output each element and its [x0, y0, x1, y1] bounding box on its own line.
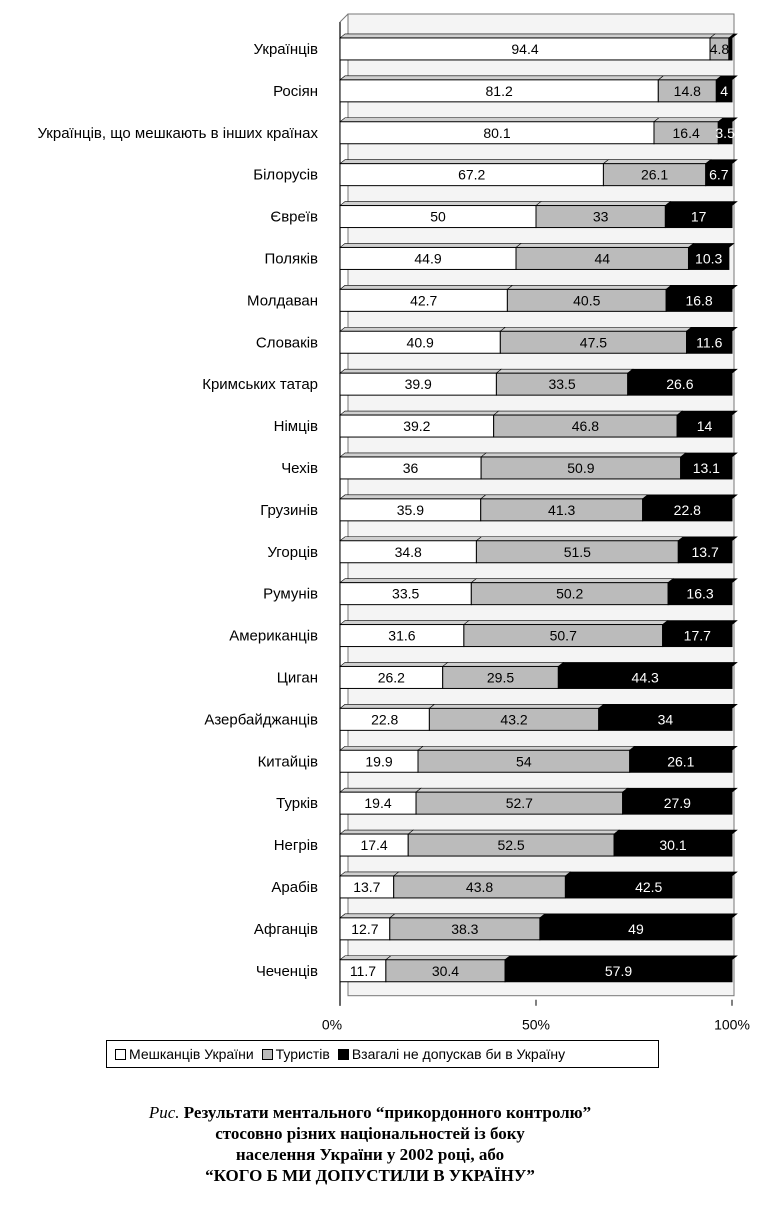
bar-segment-top: [643, 495, 737, 499]
bar-segment-top: [654, 118, 723, 122]
bar-segment-top: [630, 746, 737, 750]
data-label: 14.8: [673, 82, 701, 99]
category-label: Словаків: [255, 334, 318, 352]
bar-segment-top: [340, 704, 434, 708]
bar-segment-top: [481, 453, 686, 457]
category-labels: [37, 41, 318, 980]
bar-segment-top: [623, 788, 737, 792]
category-label: Грузинів: [260, 501, 318, 519]
x-tick-label: 0%: [321, 1016, 343, 1030]
data-label: 50.7: [549, 627, 577, 644]
data-label: 44: [594, 250, 611, 267]
category-label: Молдаван: [247, 292, 318, 310]
bar-segment-top: [599, 704, 737, 708]
bar-segment-top: [678, 537, 737, 541]
data-label: 12.7: [351, 920, 379, 937]
category-label: Кримських татар: [202, 376, 318, 394]
data-label: 26.1: [640, 166, 669, 183]
data-label: 39.9: [404, 376, 432, 393]
bar-segment-top: [706, 160, 737, 164]
bar-segment: [729, 38, 732, 60]
data-label: 57.9: [604, 962, 633, 979]
bar-segment-top: [340, 118, 659, 122]
bar-segment-top: [507, 285, 671, 289]
data-label: 33.5: [392, 585, 420, 602]
data-label: 29.5: [486, 669, 515, 686]
chart-legend: [106, 1040, 659, 1068]
data-label: 94.4: [511, 40, 539, 57]
caption-lead: Рис.: [148, 1103, 180, 1122]
category-label: Німців: [273, 418, 318, 436]
category-label: Чехів: [281, 459, 318, 477]
bar-segment-top: [668, 579, 737, 583]
category-label: Китайців: [257, 753, 318, 771]
x-tick-label: 50%: [521, 1016, 551, 1030]
bar-segment-top: [340, 453, 486, 457]
bar-segment-top: [340, 579, 476, 583]
data-label: 16.4: [672, 124, 700, 141]
bar-segment-top: [340, 872, 399, 876]
data-label: 52.7: [505, 795, 533, 812]
data-label: 50.2: [556, 585, 584, 602]
data-label: 6.7: [709, 166, 729, 183]
data-label: 43.8: [465, 878, 494, 895]
bar-segment-top: [558, 662, 737, 666]
data-label: 33.5: [548, 376, 576, 393]
data-label: 43.2: [500, 711, 528, 728]
bar-segment-top: [516, 243, 693, 247]
bar-segment-top: [443, 662, 564, 666]
bar-segment-top: [540, 914, 737, 918]
data-label: 44.3: [631, 669, 659, 686]
bar-segment-top: [340, 788, 421, 792]
data-label: 13.1: [692, 459, 720, 476]
data-label: 41.3: [548, 501, 576, 518]
data-label: 26.1: [667, 753, 695, 770]
legend-label: Взагалі не допускав би в Україну: [351, 1046, 566, 1062]
data-label: 81.2: [485, 82, 513, 99]
bar-segment-top: [658, 76, 721, 80]
data-label: 34.8: [394, 543, 422, 560]
bar-segment-top: [505, 956, 737, 960]
bar-segment-top: [408, 830, 619, 834]
data-label: 51.5: [563, 543, 591, 560]
bar-segment-top: [340, 621, 469, 625]
bar-segment-top: [340, 662, 448, 666]
bar-segment-top: [603, 160, 710, 164]
x-axis-ticks: [322, 1000, 750, 1030]
data-label: 16.8: [685, 292, 713, 309]
bar-segment-top: [496, 369, 632, 373]
caption-line-4: “КОГО Б МИ ДОПУСТИЛИ В УКРАЇНУ”: [205, 1166, 535, 1185]
data-label: 10.3: [695, 250, 723, 267]
category-label: Циган: [276, 669, 318, 687]
bar-segment-top: [340, 76, 663, 80]
bar-segment-top: [681, 453, 737, 457]
bar-segment-top: [429, 704, 603, 708]
data-label: 3.5: [715, 124, 735, 141]
data-label: 26.6: [666, 376, 694, 393]
category-label: Негрів: [273, 837, 318, 855]
legend-item-not-admit: [338, 1046, 565, 1062]
bar-segment-top: [340, 243, 521, 247]
data-label: 46.8: [571, 418, 600, 435]
bar-segment-top: [614, 830, 737, 834]
data-label: 33: [592, 208, 609, 225]
bar-segment-top: [390, 914, 545, 918]
category-label: Азербайджанців: [204, 711, 318, 729]
legend-label: Мешканців України: [129, 1046, 254, 1062]
bar-segment-top: [340, 914, 395, 918]
data-label: 54: [516, 753, 532, 770]
bar-segment-top: [416, 788, 628, 792]
bar-segment-top: [494, 411, 682, 415]
bar-segment-top: [471, 579, 673, 583]
category-label: Українців: [253, 40, 318, 58]
data-label: 19.4: [364, 795, 392, 812]
category-label: Румунів: [263, 585, 318, 603]
category-label: Поляків: [264, 250, 318, 268]
category-label: Білорусів: [253, 166, 318, 184]
legend-item-tourists: [262, 1046, 330, 1062]
data-label: 14: [696, 418, 713, 435]
category-label: Росіян: [273, 82, 318, 100]
data-label: 30.4: [431, 962, 460, 979]
bar-segment-top: [687, 327, 737, 331]
bar-segment-top: [340, 495, 486, 499]
bar-segment-top: [340, 160, 608, 164]
bar-segment-top: [340, 956, 391, 960]
legend-swatch-grey: [262, 1049, 273, 1060]
data-label: 40.9: [406, 334, 434, 351]
data-label: 52.5: [497, 837, 525, 854]
data-label: 39.2: [403, 418, 431, 435]
data-label: 22.8: [371, 711, 399, 728]
data-label: 22.8: [673, 501, 701, 518]
data-label: 26.2: [377, 669, 405, 686]
data-label: 44.9: [414, 250, 442, 267]
data-label: 11.7: [349, 962, 377, 979]
bar-segment-top: [340, 411, 499, 415]
data-label: 36: [402, 459, 419, 476]
caption-line-3: населення України у 2002 році, або: [235, 1145, 505, 1164]
data-label: 50: [430, 208, 446, 225]
plot-depth-line: [340, 14, 348, 22]
bar-segment-top: [464, 621, 668, 625]
bar-segment-top: [677, 411, 737, 415]
bar-segment-top: [666, 285, 737, 289]
bar-segment-top: [340, 830, 413, 834]
data-label: 38.3: [451, 920, 479, 937]
bar-segment-top: [536, 202, 670, 206]
bar-segment-top: [340, 537, 481, 541]
bar-segment-top: [340, 327, 505, 331]
bar-segment-top: [340, 285, 512, 289]
data-label: 13.7: [691, 543, 719, 560]
category-label: Американців: [229, 627, 318, 645]
bar-segment-top: [340, 202, 541, 206]
legend-swatch-black: [338, 1049, 349, 1060]
category-label: Українців, що мешкають в інших країнах: [37, 124, 318, 142]
figure-caption: [80, 1102, 660, 1186]
category-label: Чеченців: [255, 962, 318, 980]
bar-segment-top: [481, 495, 648, 499]
data-label: 35.9: [396, 501, 424, 518]
bar-segment-top: [500, 327, 691, 331]
bar-segment-top: [665, 202, 737, 206]
data-label: 11.6: [696, 334, 723, 351]
caption-line-1: Результати ментального “прикордонного контролю”: [183, 1103, 592, 1122]
bar-segment-top: [418, 746, 635, 750]
bar-segment-top: [628, 369, 737, 373]
data-label: 17.7: [683, 627, 711, 644]
data-label: 80.1: [483, 124, 511, 141]
legend-swatch-white: [115, 1049, 126, 1060]
bar-segment-top: [663, 621, 737, 625]
data-label: 16.3: [686, 585, 714, 602]
bar-segment-top: [340, 34, 715, 38]
data-label: 13.7: [353, 878, 381, 895]
x-tick-label: 100%: [714, 1016, 750, 1030]
data-label: 30.1: [659, 837, 687, 854]
data-label: 49: [628, 920, 644, 937]
bar-segment-top: [386, 956, 510, 960]
bar-segment-top: [565, 872, 737, 876]
category-label: Арабів: [271, 878, 318, 896]
data-label: 19.9: [365, 753, 393, 770]
data-label: 47.5: [579, 334, 608, 351]
bar-segment-top: [340, 369, 501, 373]
category-label: Угорців: [267, 543, 318, 561]
caption-line-2: стосовно різних національностей із боку: [215, 1124, 525, 1143]
legend-label: Туристів: [275, 1046, 330, 1062]
category-label: Євреїв: [270, 208, 318, 226]
bar-segment-top: [688, 243, 733, 247]
bar-segment-top: [476, 537, 683, 541]
bar-segment-top: [394, 872, 571, 876]
category-label: Афганців: [253, 920, 318, 938]
legend-item-residents: [115, 1046, 254, 1062]
data-label: 4.8: [709, 40, 730, 57]
data-label: 17.4: [360, 837, 388, 854]
data-label: 31.6: [388, 627, 416, 644]
data-label: 40.5: [573, 292, 601, 309]
data-label: 34: [657, 711, 674, 728]
data-label: 27.9: [663, 795, 691, 812]
data-label: 17: [690, 208, 707, 225]
data-label: 67.2: [458, 166, 486, 183]
data-label: 42.7: [410, 292, 438, 309]
category-label: Турків: [276, 795, 318, 813]
data-label: 42.5: [635, 878, 663, 895]
data-label: 4: [720, 82, 729, 99]
bar-segment-top: [340, 746, 423, 750]
data-label: 50.9: [567, 459, 595, 476]
